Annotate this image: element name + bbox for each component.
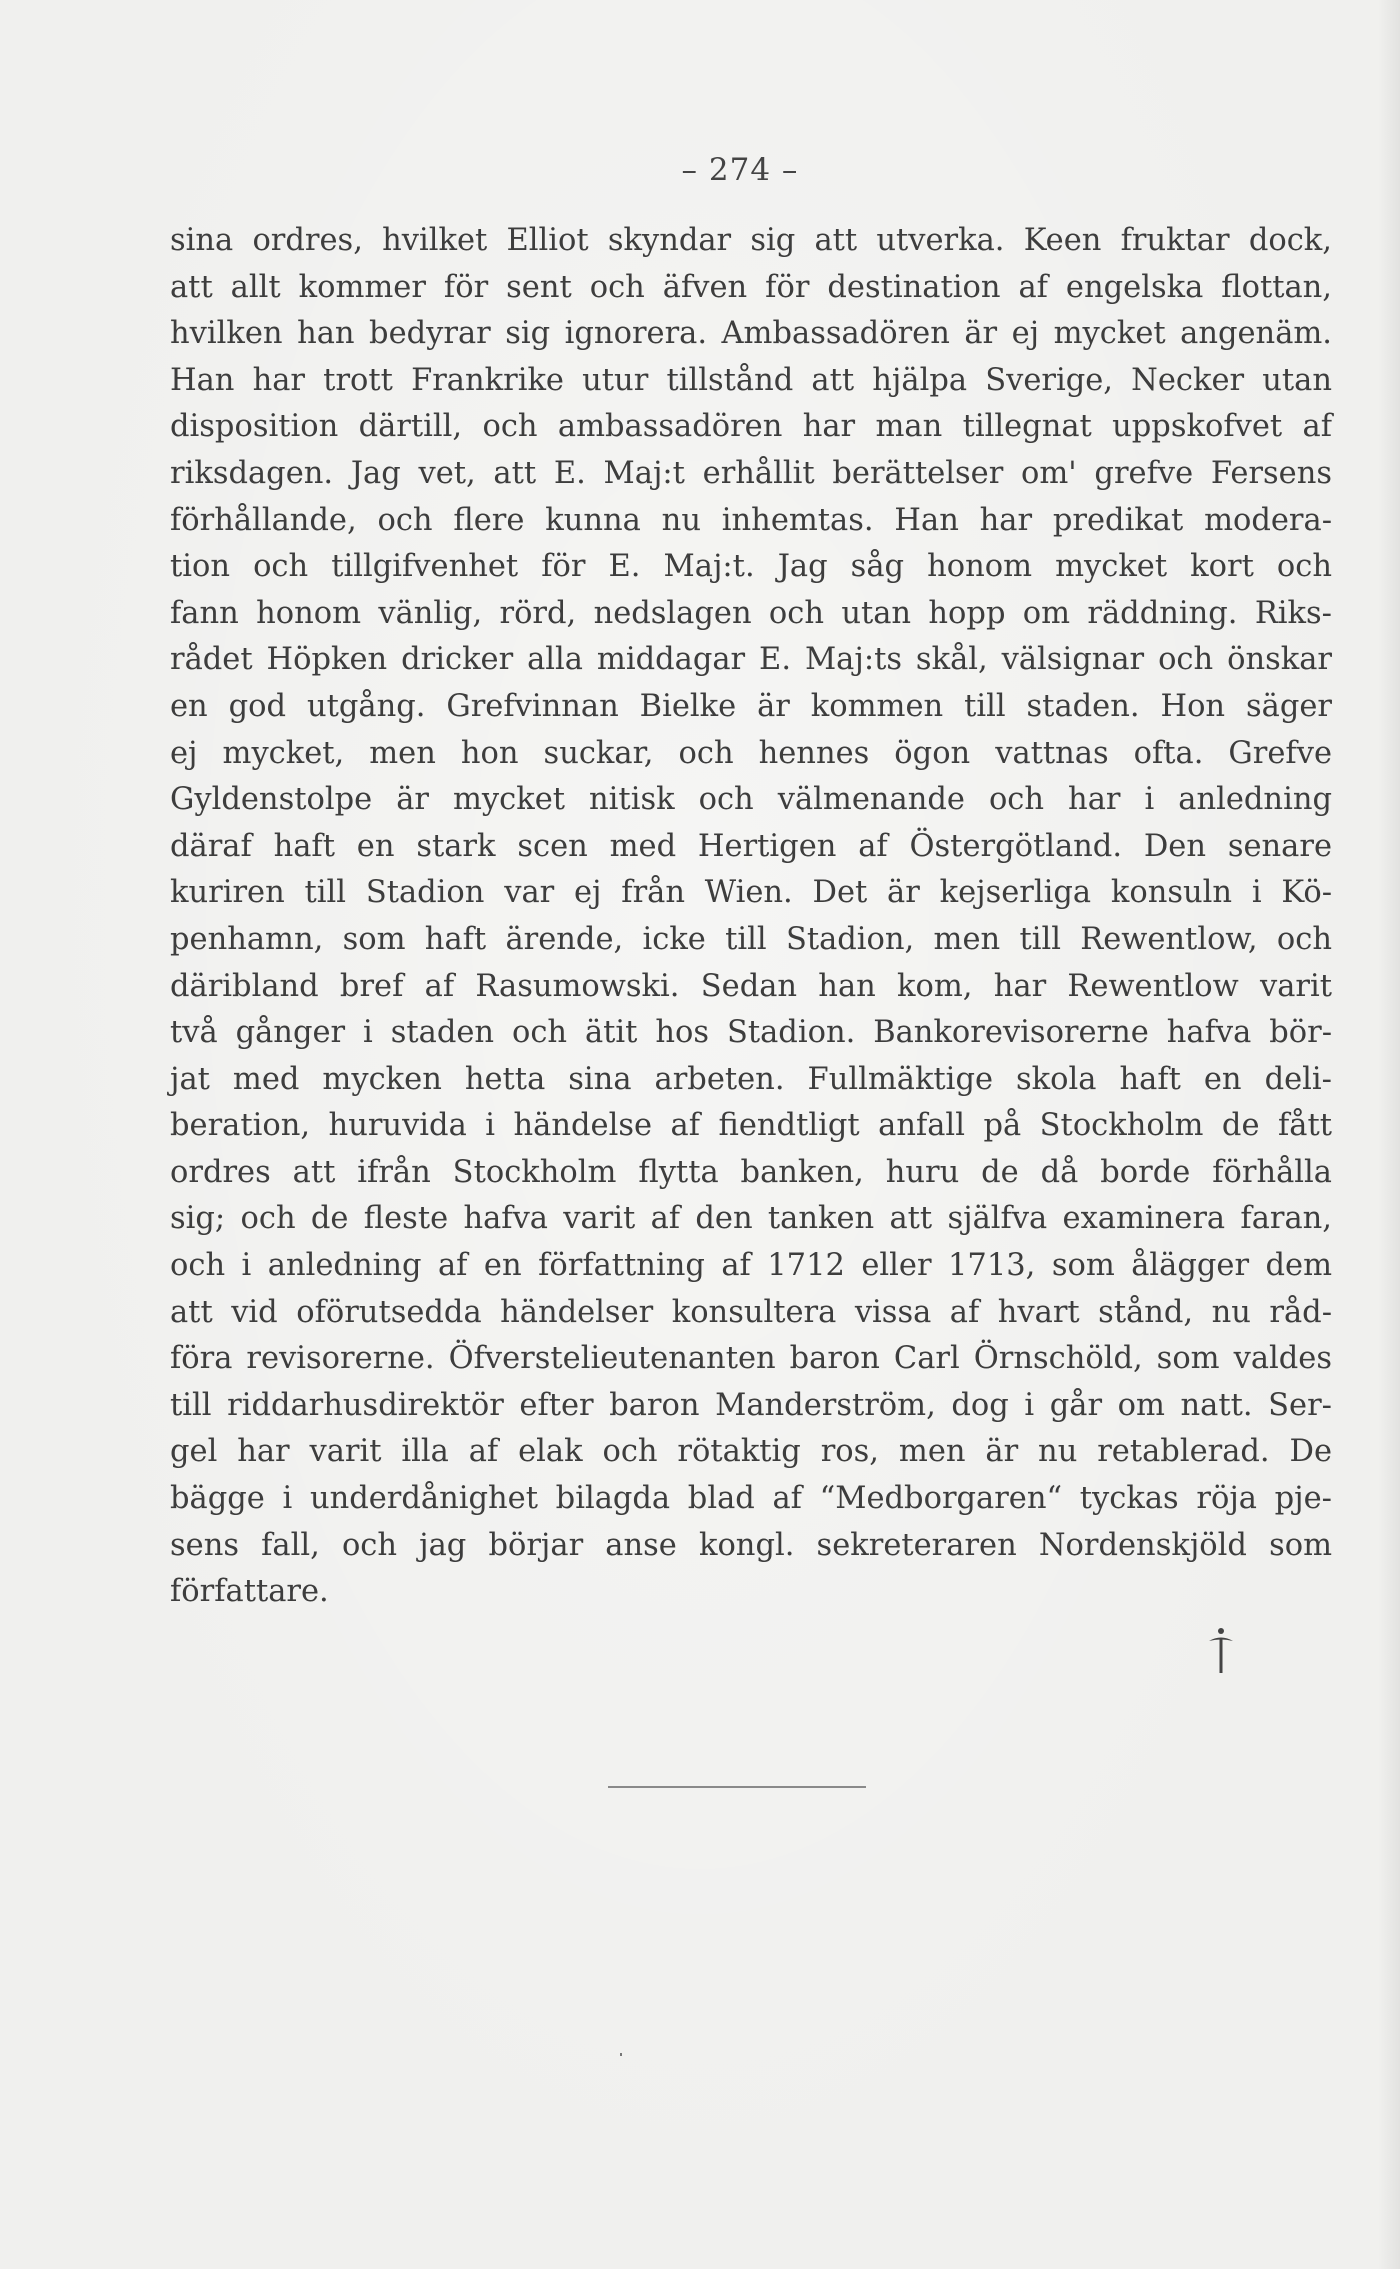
text-line: jat med mycken hetta sina arbeten. Fullmäktige skola haft en deli- [170, 1061, 1332, 1097]
text-line: ej mycket, men hon suckar, och hennes ögon vattnas ofta. Grefve [170, 735, 1332, 771]
text-line: kuriren till Stadion var ej från Wien. Det är kejserliga konsuln i Kö- [170, 875, 1332, 911]
text-line: ordres att ifrån Stockholm flytta banken, huru de då borde förhålla [170, 1154, 1332, 1190]
page-number: – 274 – [681, 152, 799, 188]
body-text [170, 218, 1332, 1616]
page-edge-shadow [1378, 0, 1400, 2269]
text-line: att vid oförutsedda händelser konsultera vissa af hvart stånd, nu råd- [170, 1294, 1332, 1330]
text-line: hvilken han bedyrar sig ignorera. Ambassadören är ej mycket angenäm. [170, 316, 1332, 352]
text-line: och i anledning af en författning af 1712 eller 1713, som ålägger dem [170, 1248, 1332, 1284]
text-line: sens fall, och jag börjar anse kongl. sekreteraren Nordenskjöld som [170, 1527, 1332, 1563]
text-line: förhållande, och flere kunna nu inhemtas. Han har predikat modera- [170, 502, 1332, 538]
text-line: att allt kommer för sent och äfven för destination af engelska flottan, [170, 269, 1332, 305]
end-rule [608, 1786, 866, 1788]
text-line: disposition därtill, och ambassadören har man tillegnat uppskofvet af [170, 409, 1332, 445]
scan-speck [620, 2053, 622, 2056]
text-line: Gyldenstolpe är mycket nitisk och välmenande och har i anledning [170, 782, 1332, 818]
text-line: riksdagen. Jag vet, att E. Maj:t erhållit berättelser om' grefve Fersens [170, 455, 1332, 491]
text-line: sina ordres, hvilket Elliot skyndar sig att utverka. Keen fruktar dock, [170, 223, 1332, 258]
text-line: till riddarhusdirektör efter baron Manderström, dog i går om natt. Ser- [170, 1387, 1332, 1423]
text-line: bägge i underdånighet bilagda blad af “Medborgaren“ tyckas röja pje- [170, 1481, 1332, 1517]
text-line: däraf haft en stark scen med Hertigen af Östergötland. Den senare [170, 828, 1332, 864]
text-line-last: författare. [170, 1574, 329, 1610]
text-line: beration, huruvida i händelse af fiendtligt anfall på Stockholm de fått [170, 1108, 1332, 1144]
text-line: fann honom vänlig, rörd, nedslagen och utan hopp om räddning. Riks- [170, 595, 1332, 631]
text-line: föra revisorerne. Öfverstelieutenanten baron Carl Örnschöld, som valdes [170, 1341, 1332, 1377]
text-line: en god utgång. Grefvinnan Bielke är kommen till staden. Hon säger [170, 688, 1332, 724]
text-line: två gånger i staden och ätit hos Stadion. Bankorevisorerne hafva bör- [170, 1015, 1332, 1051]
dagger-ornament-icon [1206, 1625, 1236, 1675]
text-line: penhamn, som haft ärende, icke till Stadion, men till Rewentlow, och [170, 921, 1332, 957]
text-line: sig; och de fleste hafva varit af den tanken att själfva examinera faran, [170, 1201, 1332, 1237]
text-line: rådet Höpken dricker alla middagar E. Maj:ts skål, välsignar och önskar [170, 642, 1332, 678]
text-line: gel har varit illa af elak och rötaktig ros, men är nu retablerad. De [170, 1434, 1332, 1470]
text-line: Han har trott Frankrike utur tillstånd att hjälpa Sverige, Necker utan [170, 362, 1332, 398]
text-line: däribland bref af Rasumowski. Sedan han kom, har Rewentlow varit [170, 968, 1332, 1004]
text-line: tion och tillgifvenhet för E. Maj:t. Jag såg honom mycket kort och [170, 549, 1332, 585]
